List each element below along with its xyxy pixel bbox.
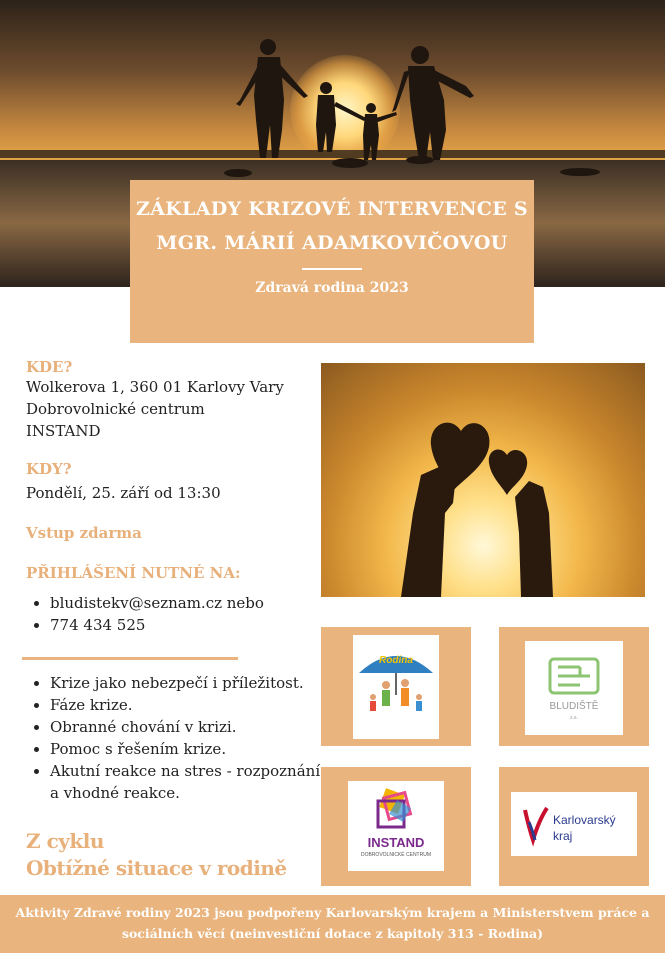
- instand-sub: DOBROVOLNICKÉ CENTRUM: [360, 852, 432, 858]
- umbrella-family-icon: [353, 635, 439, 739]
- logo-tile-rodina: [321, 627, 471, 746]
- event-subtitle: Zdravá rodina 2023: [255, 280, 409, 296]
- rodina-logo: [353, 635, 439, 739]
- karlovarsky-kraj-logo: [511, 792, 637, 856]
- logo-tile-instand: [321, 767, 471, 886]
- kraj-name-line2: kraj: [553, 829, 573, 843]
- instand-squares-icon: [348, 781, 444, 871]
- title-divider: [302, 268, 362, 270]
- instand-name: INSTAND: [367, 835, 425, 850]
- maze-icon: [525, 641, 623, 735]
- kraj-name-line1: Karlovarský: [553, 813, 616, 827]
- hearts-photo: [321, 363, 645, 597]
- rodina-logo-text: Rodina: [379, 655, 413, 666]
- logo-tile-bludiste: [499, 627, 649, 746]
- bludiste-name: BLUDIŠTĚ: [549, 701, 599, 712]
- registration-label: PŘIHLÁŠENÍ NUTNÉ NA:: [26, 564, 241, 582]
- topic-item: • Obranné chování v krizi.: [50, 716, 326, 738]
- series-caption: [26, 828, 287, 882]
- instand-logo: [348, 781, 444, 871]
- topic-item: • Fáze krize.: [50, 694, 326, 716]
- karlovarsky-kraj-emblem-icon: [511, 792, 637, 856]
- when-label: KDY?: [26, 460, 72, 478]
- where-label: KDE?: [26, 358, 73, 376]
- event-info: [26, 358, 316, 582]
- footer-funding-note: Aktivity Zdravé rodiny 2023 jsou podpořeny Karlovarským krajem a Ministerstvem práce a sociálních věcí (neinvestiční dotace z kapitoly 313 - Rodina): [0, 895, 665, 953]
- where-organization: INSTAND: [26, 422, 101, 440]
- title-banner: [130, 180, 534, 343]
- registration-contacts: [26, 592, 264, 636]
- topic-item: • Pomoc s řešením krize.: [50, 738, 326, 760]
- topic-item: • Krize jako nebezpečí i příležitost.: [50, 672, 326, 694]
- bludiste-sub: z.s.: [570, 715, 578, 721]
- entry-free: Vstup zdarma: [26, 524, 142, 542]
- series-caption-line1: Z cyklu: [26, 829, 104, 853]
- when-date: Pondělí, 25. září od 13:30: [26, 484, 221, 502]
- where-address: Wolkerova 1, 360 01 Karlovy Vary: [26, 378, 284, 396]
- bludiste-logo: [525, 641, 623, 735]
- event-title: ZÁKLADY KRIZOVÉ INTERVENCE S MGR. MÁRIÍ ADAMKOVIČOVOU: [136, 198, 528, 254]
- section-divider: [22, 657, 238, 660]
- topic-item: • Akutní reakce na stres - rozpoznání a vhodné reakce.: [50, 760, 326, 804]
- series-caption-line2: Obtížné situace v rodině: [26, 856, 287, 880]
- registration-phone[interactable]: • 774 434 525: [50, 614, 264, 636]
- registration-email[interactable]: • bludistekv@seznam.cz nebo: [50, 592, 264, 614]
- where-venue: Dobrovolnické centrum: [26, 400, 205, 418]
- hands-holding-hearts-graphic: [321, 363, 645, 597]
- logo-tile-karlovarsky-kraj: [499, 767, 649, 886]
- topics-list: [26, 672, 326, 804]
